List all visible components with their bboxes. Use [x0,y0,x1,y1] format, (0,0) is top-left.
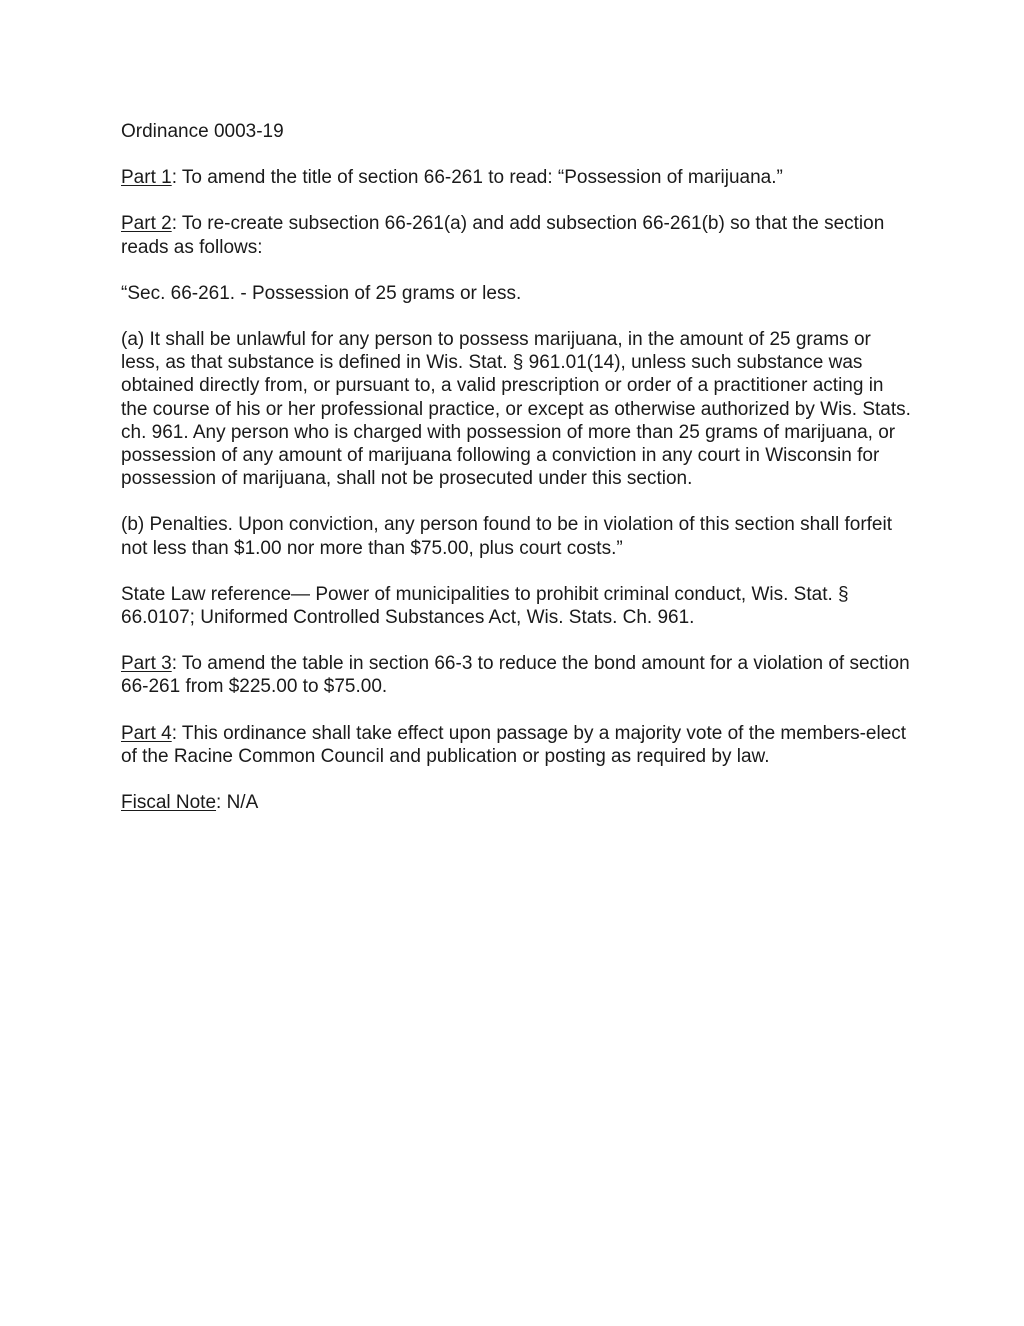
fiscal-note-label: Fiscal Note [121,792,217,814]
subsection-a: (a) It shall be unlawful for any person to possess marijuana, in the amount of 25 grams or less, as that substance is defined in Wis. Stat. § 961.01(14), unless such substance was obtained directly from, or pursuant to, a valid prescription or order of a practitioner acting in the course of his or her professional practice, or except as otherwise authorized by Wis. Stats. ch. 961. Any person who is charged with possession of more than 25 grams of marijuana, or possession of any amount of marijuana following a conviction in any court in Wisconsin for possession of marijuana, shall not be prosecuted under this section. [121,329,911,490]
part-4-text: : This ordinance shall take effect upon passage by a majority vote of the members-elect of the Racine Common Council and publication or posting as required by law. [121,722,907,767]
document-page [121,120,911,837]
part-2-label: Part 2 [121,213,172,235]
ordinance-title: Ordinance 0003-19 [121,121,284,142]
part-3-label: Part 3 [121,653,172,675]
part-3-text: : To amend the table in section 66-3 to reduce the bond amount for a violation of section 66-261 from $225.00 to $75.00. [121,653,910,698]
part-4-label: Part 4 [121,722,172,744]
state-law-reference: State Law reference— Power of municipalities to prohibit criminal conduct, Wis. Stat. § 66.0107; Uniformed Controlled Substances Act, Wis. Stats. Ch. 961. [121,583,849,629]
fiscal-note-text: : N/A [216,792,259,814]
part-1-paragraph [121,166,911,189]
part-4-paragraph [121,722,911,768]
part-3-paragraph [121,652,911,698]
section-heading: “Sec. 66-261. - Possession of 25 grams or less. [121,282,522,304]
fiscal-note-paragraph [121,791,911,814]
part-2-paragraph [121,212,911,258]
subsection-b: (b) Penalties. Upon conviction, any person found to be in violation of this section shall forfeit not less than $1.00 nor more than $75.00, plus court costs.” [121,514,892,559]
part-1-text: : To amend the title of section 66-261 to read: “Possession of marijuana.” [171,167,783,189]
part-2-text: : To re-create subsection 66-261(a) and add subsection 66-261(b) so that the section reads as follows: [121,213,885,258]
part-1-label: Part 1 [121,167,172,189]
